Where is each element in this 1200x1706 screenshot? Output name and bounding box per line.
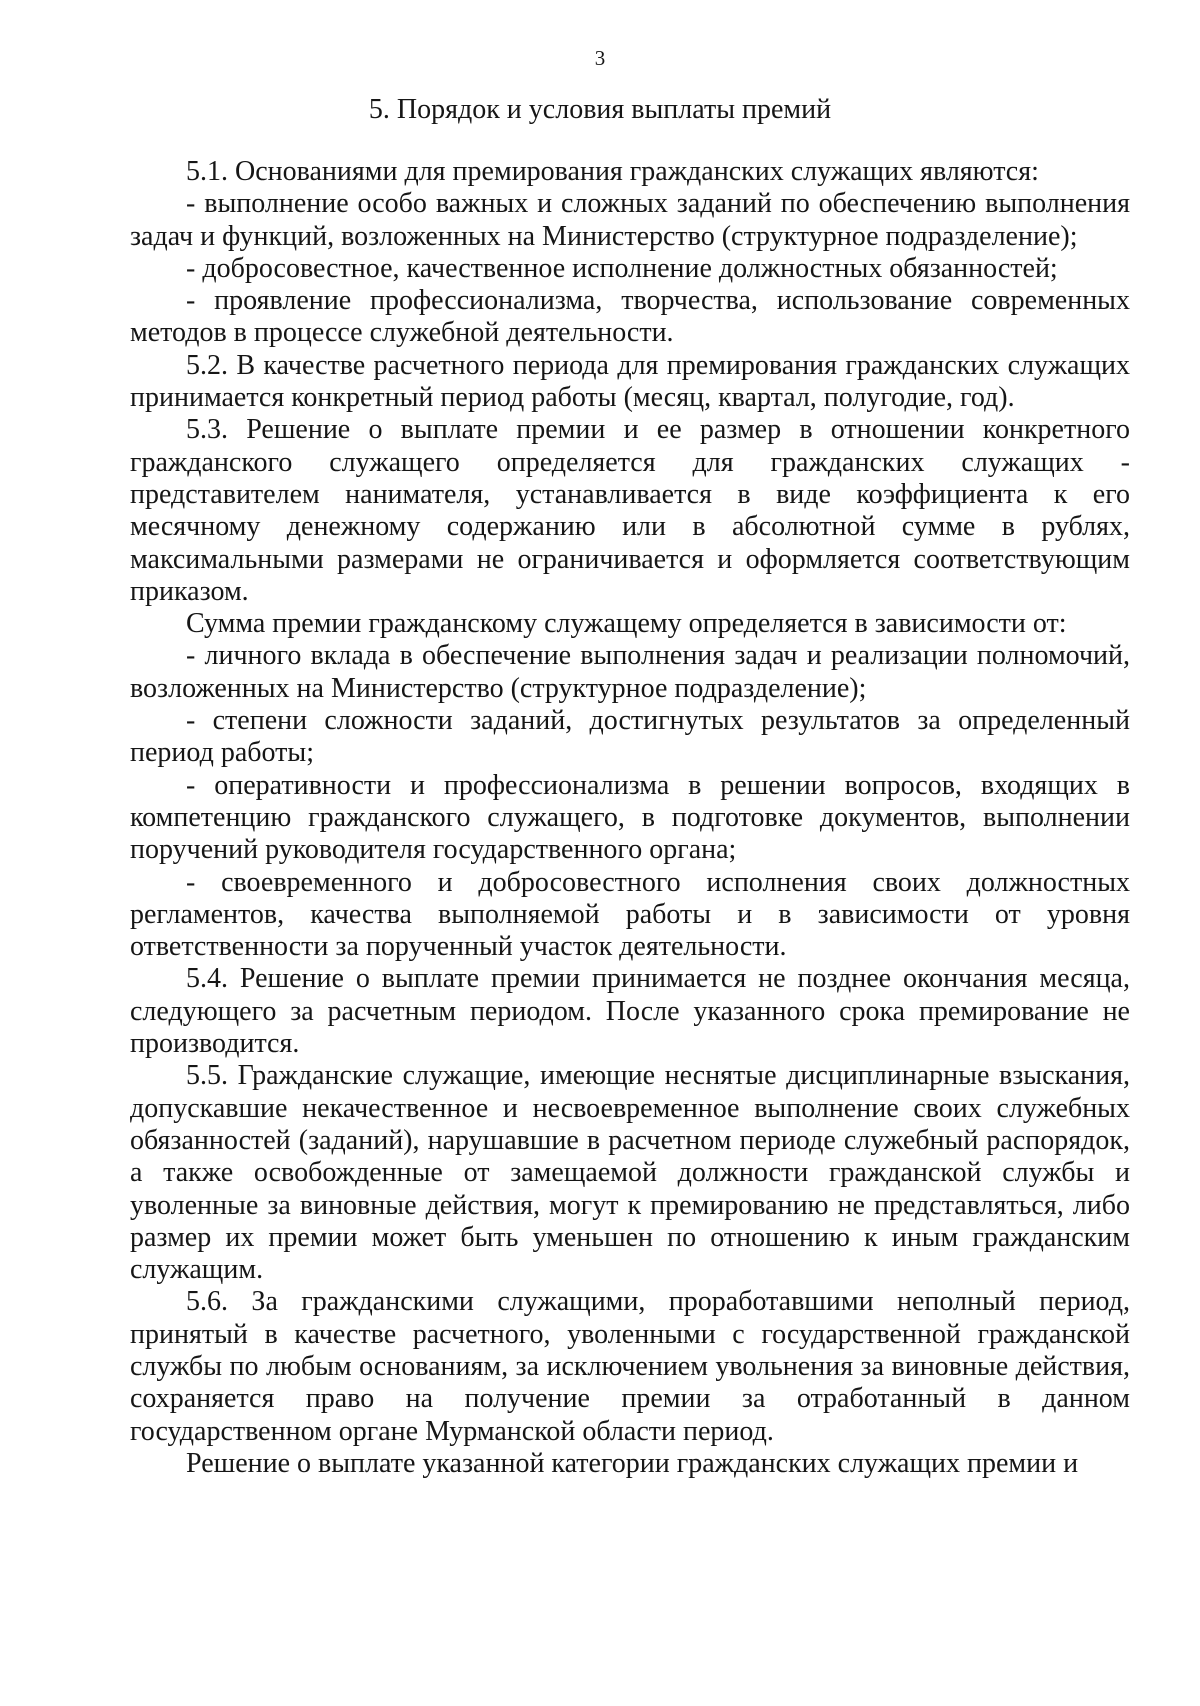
list-item-professionalism: - проявление профессионализма, творчества, использование современных методов в процессе служебной деятельности.: [130, 285, 1130, 349]
page-number: 3: [594, 46, 606, 70]
list-item-duties: - добросовестное, качественное исполнение должностных обязанностей;: [186, 252, 1058, 284]
document-body: [130, 156, 1130, 1480]
list-item-timeliness: - своевременного и добросовестного исполнения своих должностных регламентов, качества выполняемой работы и в зависимости от уровня ответственности за порученный участок деятельности.: [130, 866, 1130, 963]
list-item-important-tasks: - выполнение особо важных и сложных заданий по обеспечению выполнения задач и функций, возложенных на Министерство (структурное подразделение);: [130, 188, 1130, 252]
paragraph-5-3: 5.3. Решение о выплате премии и ее размер в отношении конкретного гражданского служащего определяется для гражданских служащих - представителем нанимателя, устанавливается в виде коэффициента к его месячному денежному содержанию или в абсолютной сумме в рублях, максимальными размерами не ограничивается и оформляется соответствующим приказом.: [130, 414, 1130, 607]
paragraph-5-4: 5.4. Решение о выплате премии принимается не позднее окончания месяца, следующего за расчетным периодом. После указанного срока премирование не производится.: [130, 963, 1130, 1060]
list-item-efficiency: - оперативности и профессионализма в решении вопросов, входящих в компетенцию гражданского служащего, в подготовке документов, выполнении поручений руководителя государственного органа;: [130, 769, 1130, 866]
paragraph-decision-continued: Решение о выплате указанной категории гражданских служащих премии и: [186, 1447, 1079, 1479]
paragraph-5-5: 5.5. Гражданские служащие, имеющие неснятые дисциплинарные взыскания, допускавшие некачественное и несвоевременное выполнение своих служебных обязанностей (заданий), нарушавшие в расчетном периоде служебный распорядок, а также освобожденные от замещаемой должности гражданской службы и уволенные за виновные действия, могут к премированию не представляться, либо размер их премии может быть уменьшен по отношению к иным гражданским служащим.: [130, 1060, 1130, 1286]
section-title: 5. Порядок и условия выплаты премий: [368, 94, 832, 125]
paragraph-5-6: 5.6. За гражданскими служащими, проработавшими неполный период, принятый в качестве расчетного, уволенными с государственной гражданской службы по любым основаниям, за исключением увольнения за виновные действия, сохраняется право на получение премии за отработанный в данном государственном органе Мурманской области период.: [130, 1286, 1130, 1447]
list-item-complexity: - степени сложности заданий, достигнутых результатов за определенный период работы;: [130, 705, 1130, 769]
paragraph-5-1: 5.1. Основаниями для премирования гражданских служащих являются:: [186, 156, 1039, 187]
paragraph-premium-amount: Сумма премии гражданскому служащему определяется в зависимости от:: [186, 608, 1067, 640]
list-item-personal-contribution: - личного вклада в обеспечение выполнения задач и реализации полномочий, возложенных на Министерство (структурное подразделение);: [130, 640, 1130, 704]
paragraph-5-2: 5.2. В качестве расчетного периода для премирования гражданских служащих принимается конкретный период работы (месяц, квартал, полугодие, год).: [130, 349, 1130, 414]
